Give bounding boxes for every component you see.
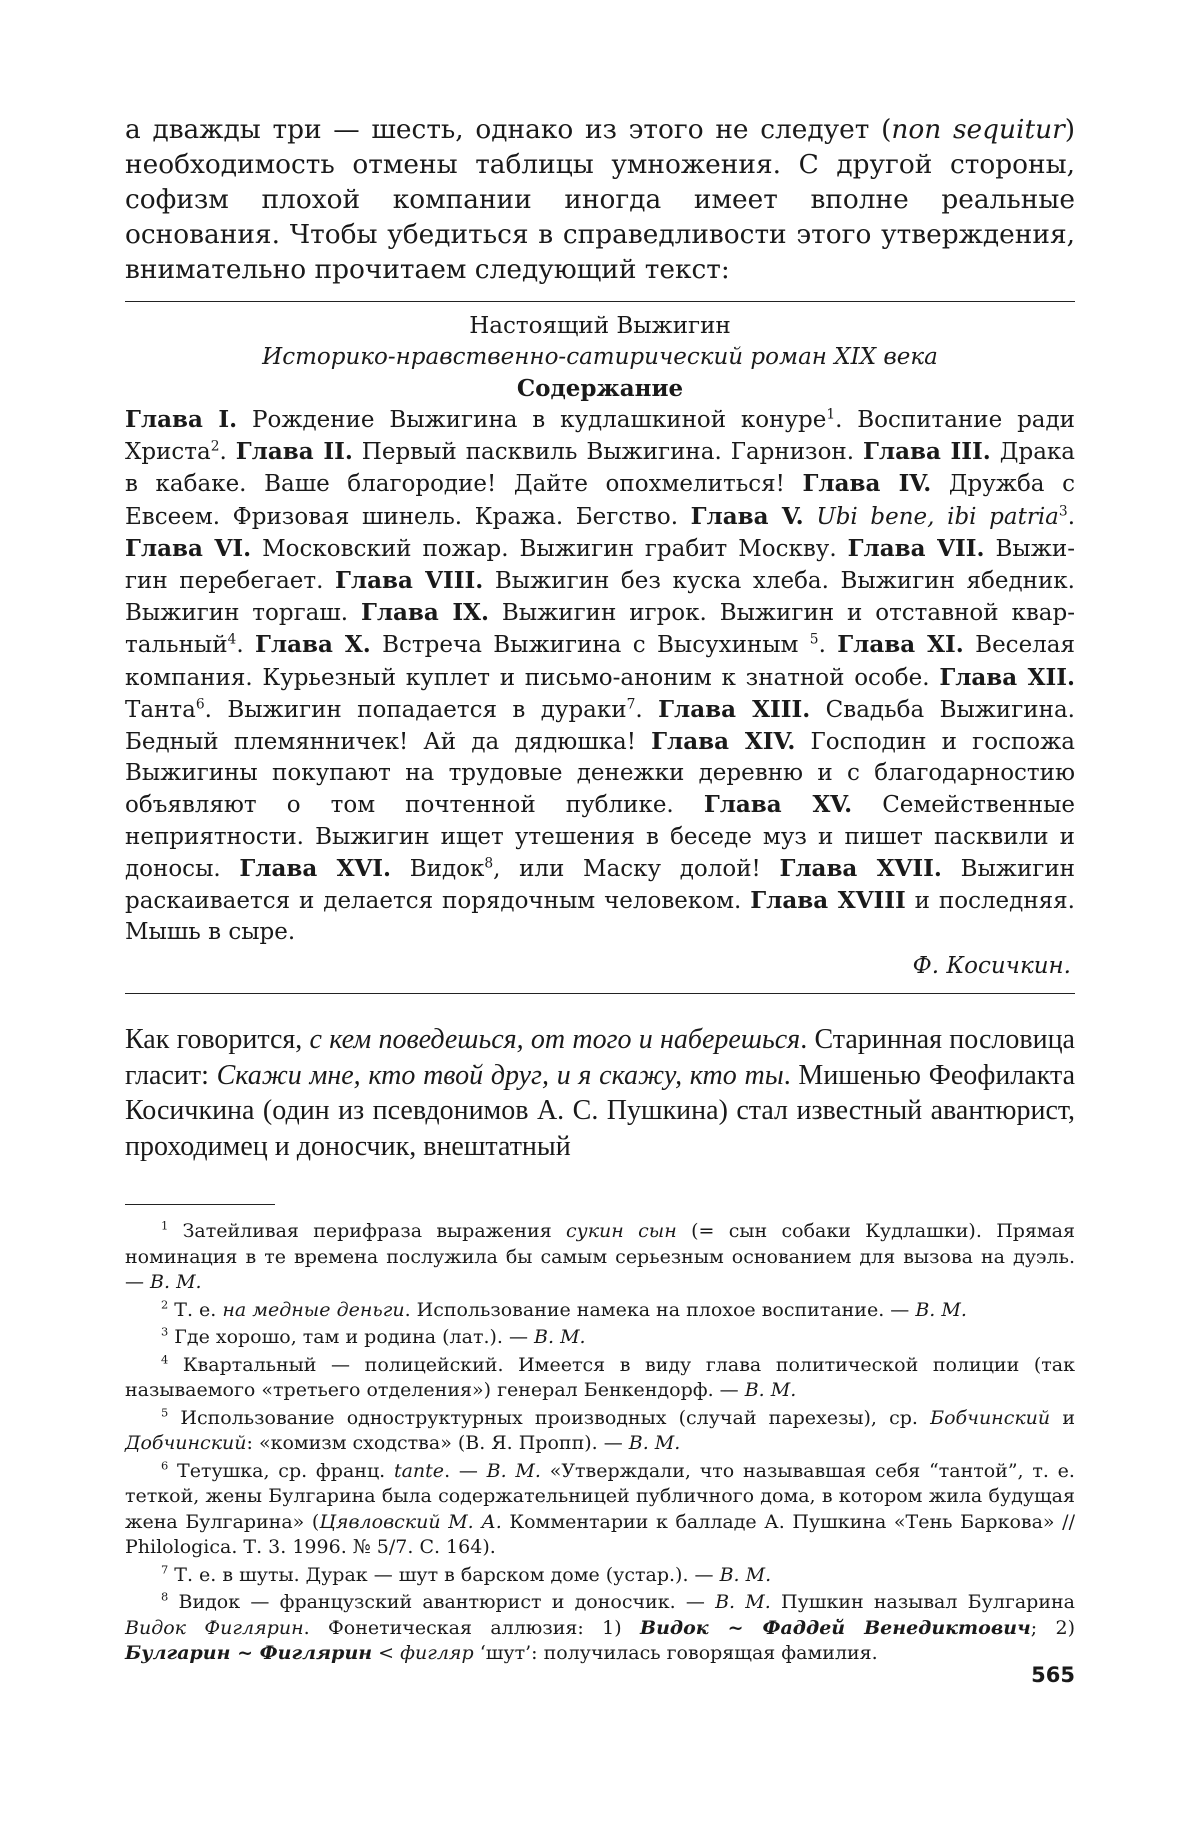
italic-run: Скажи мне, кто твой друг, и я скажу, кто ты <box>216 1059 784 1091</box>
italic-run: В. М. <box>628 1432 681 1455</box>
text-run: . <box>818 632 838 659</box>
text-run: (= сын собаки Кудлашки). Прямая номинация в те времена послужила бы самым серьезным основанием для вызова на дуэль. — <box>125 1220 1075 1294</box>
intro-text-part-2: ) необходимость отмены таблицы умножения. С другой стороны, софизм плохой компании иногда имеет вполне реальные основания. Чтобы убедиться в справедливости этого утверждения, внимательно прочитаем следующий текст: <box>125 114 1075 285</box>
text-run: ; 2) <box>1030 1616 1075 1639</box>
footnote-ref: 6 <box>161 1458 169 1473</box>
bold-run: Глава XII. <box>939 663 1076 691</box>
text-run: Как говорится, <box>125 1024 310 1056</box>
bold-run: Глава I. <box>125 406 238 433</box>
text-run: Выжигин раскаивается и делается порядочным человеком. <box>125 855 1075 915</box>
text-run: Семейственные неприятности. Выжигин ищет утешения в беседе муз и пишет пасквили и доносы. <box>125 792 1075 882</box>
bold-run: Глава XIII. <box>658 695 811 723</box>
text-run: . Использование намека на плохое воспитание. — <box>404 1298 916 1321</box>
italic-run: фигляр <box>400 1642 474 1665</box>
footnote-ref: 5 <box>809 631 819 648</box>
footnote-3 <box>125 1325 1075 1351</box>
italic-run: на медные деньги <box>222 1298 405 1321</box>
intro-text <box>125 112 1075 287</box>
text-run: Т. е. <box>168 1298 223 1321</box>
footnote-ref: 2 <box>210 438 220 455</box>
insert-subtitle: Историко-нравственно-сатирический роман XIX века <box>262 344 938 370</box>
italic-run: В. М. <box>150 1271 202 1294</box>
text-run: . <box>635 696 659 723</box>
footnote-ref: 4 <box>161 1352 169 1367</box>
bold-run: Глава XVI. <box>239 854 392 882</box>
text-run: . <box>236 632 255 659</box>
text-run: , или Маску долой! <box>493 855 780 882</box>
text-run: Первый пасквиль Выжигина. Гарнизон. <box>352 439 864 466</box>
footnote-ref: 5 <box>161 1405 169 1420</box>
italic-run: В. М. <box>719 1563 772 1586</box>
text-run: < <box>372 1642 401 1665</box>
text-run: и <box>1050 1406 1075 1429</box>
quoted-insert <box>125 302 1075 993</box>
footnote-4 <box>125 1353 1075 1404</box>
footnote-ref: 8 <box>484 855 494 872</box>
text-run: и последняя. Мышь в сыре. <box>125 888 1075 946</box>
text-run: Видок <box>391 855 485 882</box>
footnote-6 <box>125 1459 1075 1561</box>
text-run: Выжигин перебегает. <box>125 535 1075 595</box>
footnotes <box>125 1219 1075 1667</box>
text-run: Видок — французский авантюрист и доносчик. — <box>168 1591 716 1614</box>
bold-italic-run: Видок ~ Фаддей Венедиктович <box>640 1616 1031 1639</box>
bold-run: Глава IV. <box>802 470 932 498</box>
text-run: Дружба с Евсеем. Фризовая шинель. Кража. Бегство. <box>125 471 1075 530</box>
text-run: Веселая компания. Курьезный куплет и письмо-аноним к знатной особе. <box>125 632 1076 691</box>
bold-run: Глава VIII. <box>335 567 484 595</box>
text-run: Где хорошо, там и родина (лат.). — <box>168 1326 535 1349</box>
bold-run: Глава II. <box>235 438 353 466</box>
italic-run: В. М. <box>744 1379 797 1402</box>
text-run: . — <box>444 1459 487 1482</box>
insert-signature: Ф. Косичкин. <box>912 953 1071 980</box>
bold-run: Глава XVIII <box>750 887 906 915</box>
italic-run: tante <box>393 1459 445 1482</box>
bold-run: Глава IX. <box>360 599 490 627</box>
text-run: Драка в кабаке. Ваше благородие! Дайте опохмелиться! <box>125 439 1075 498</box>
text-run: . Старинная пословица гласит: <box>125 1024 1075 1091</box>
text-run: Господин и госпожа Выжигины покупают на трудовые денежки деревню и с благодарностию объявляют о том почтенной публике. <box>125 729 1076 819</box>
footnote-ref: 1 <box>826 406 836 423</box>
footnote-1 <box>125 1219 1075 1296</box>
body-text <box>125 1022 1075 1164</box>
text-run: Рождение Выжигина в кудлашкиной конуре <box>237 407 827 433</box>
text-run: . Воспитание ради Христа <box>125 407 1075 466</box>
book-page <box>125 112 1075 1667</box>
bold-run: Глава XI. <box>837 631 964 659</box>
footnote-ref: 3 <box>161 1325 169 1340</box>
intro-latin-phrase: non sequitur <box>891 114 1065 145</box>
text-run: Тетушка, ср. франц. <box>168 1459 394 1482</box>
italic-run: Видок Фиглярин <box>125 1616 304 1639</box>
footnote-ref: 4 <box>227 631 237 648</box>
text-run: . <box>1067 503 1075 530</box>
intro-text-part-1: а дважды три — шесть, однако из этого не следует ( <box>125 114 892 145</box>
bold-run: Глава XIV. <box>651 728 796 756</box>
footnote-ref: 7 <box>626 696 636 713</box>
text-run: . <box>219 439 236 466</box>
page-number: 565 <box>1031 1663 1075 1687</box>
text-run: Затейливая перифраза выражения <box>168 1220 567 1243</box>
footnote-2 <box>125 1298 1075 1324</box>
bold-run: Глава VI. <box>125 534 252 562</box>
footnote-5 <box>125 1406 1075 1457</box>
italic-run: Ubi bene, ibi patria <box>816 503 1059 530</box>
italic-run: В. М. <box>715 1591 771 1614</box>
footnote-ref: 2 <box>161 1297 169 1312</box>
italic-run: В. М. <box>534 1326 586 1349</box>
text-run: Встреча Выжигина с Высухиным <box>370 632 810 659</box>
bold-run: Глава XVII. <box>779 854 942 882</box>
text-run <box>804 504 817 530</box>
bold-run: Глава VII. <box>847 534 985 562</box>
italic-run: Добчинский <box>125 1432 247 1455</box>
bold-run: Глава III. <box>863 438 991 466</box>
table-of-contents <box>125 404 1075 948</box>
italic-run: Бобчинский <box>930 1406 1051 1429</box>
text-run: Использование одноструктурных производных (случай парехезы), ср. <box>168 1406 931 1429</box>
text-run: . Выжигин попадается в дураки <box>204 696 627 723</box>
bold-run: Глава XV. <box>703 791 853 819</box>
body-paragraph <box>125 1022 1075 1164</box>
footnote-separator <box>125 1204 275 1205</box>
text-run: . Фонетическая аллюзия: 1) <box>303 1616 641 1639</box>
footnote-ref: 7 <box>161 1562 169 1577</box>
insert-bottom-rule <box>125 993 1075 994</box>
insert-heading: Содержание <box>516 375 684 402</box>
text-run: Свадьба Выжигина. Бедный племянничек! Ай да дядюшка! <box>125 696 1075 756</box>
text-run: Выжигин игрок. Выжигин и отставной квартальный <box>125 600 1075 659</box>
text-run: Пушкин называл Булгарина <box>770 1591 1075 1614</box>
text-run: Т. е. в шуты. Дурак — шут в барском доме (устар.). — <box>168 1563 720 1586</box>
text-run: : «комизм сходства» (В. Я. Пропп). — <box>246 1432 629 1455</box>
italic-run: Цявловский М. А. <box>319 1510 502 1533</box>
text-run: . Мишенью Феофилакта Косичкина (один из псевдонимов А. С. Пушкина) стал известный авантюрист, проходимец и доносчик, внештатный <box>125 1059 1076 1162</box>
italic-run: сукин сын <box>566 1220 677 1243</box>
text-run: Квартальный — полицейский. Имеется в виду глава политической полиции (так называемого «третьего отделения») генерал Бенкендорф. — <box>125 1353 1075 1402</box>
text-run: Комментарии к балладе А. Пушкина «Тень Баркова» // Philologica. Т. 3. 1996. № 5/7. С. 164). <box>125 1510 1075 1559</box>
footnote-ref: 6 <box>195 696 205 713</box>
footnote-7 <box>125 1563 1075 1589</box>
intro-paragraph <box>125 112 1075 287</box>
footnote-ref: 3 <box>1058 502 1068 519</box>
text-run: Танта <box>125 696 196 723</box>
insert-title: Настоящий Выжигин <box>469 313 731 339</box>
text-run: Выжигин без куска хлеба. Выжигин ябедник. Выжигин торгаш. <box>125 568 1075 627</box>
italic-run: В. М. <box>915 1298 967 1321</box>
text-run: «Утверждали, что называвшая себя “тантой”, т. е. теткой, жены Булгарина была содержательницей публичного дома, в котором жила будущая жена Булгарина» ( <box>125 1459 1075 1533</box>
italic-run: В. М. <box>486 1459 541 1482</box>
footnote-ref: 1 <box>161 1219 169 1234</box>
text-run: Московский пожар. Выжигин грабит Москву. <box>251 535 848 562</box>
bold-run: Глава V. <box>690 502 804 530</box>
italic-run: с кем поведешься, от того и наберешься <box>309 1024 801 1056</box>
bold-italic-run: Булгарин ~ Фиглярин <box>125 1642 373 1665</box>
text-run: ‘шут’: получилась говорящая фамилия. <box>473 1642 878 1665</box>
footnote-ref: 8 <box>161 1590 169 1605</box>
footnote-8 <box>125 1590 1075 1667</box>
bold-run: Глава X. <box>255 631 371 659</box>
